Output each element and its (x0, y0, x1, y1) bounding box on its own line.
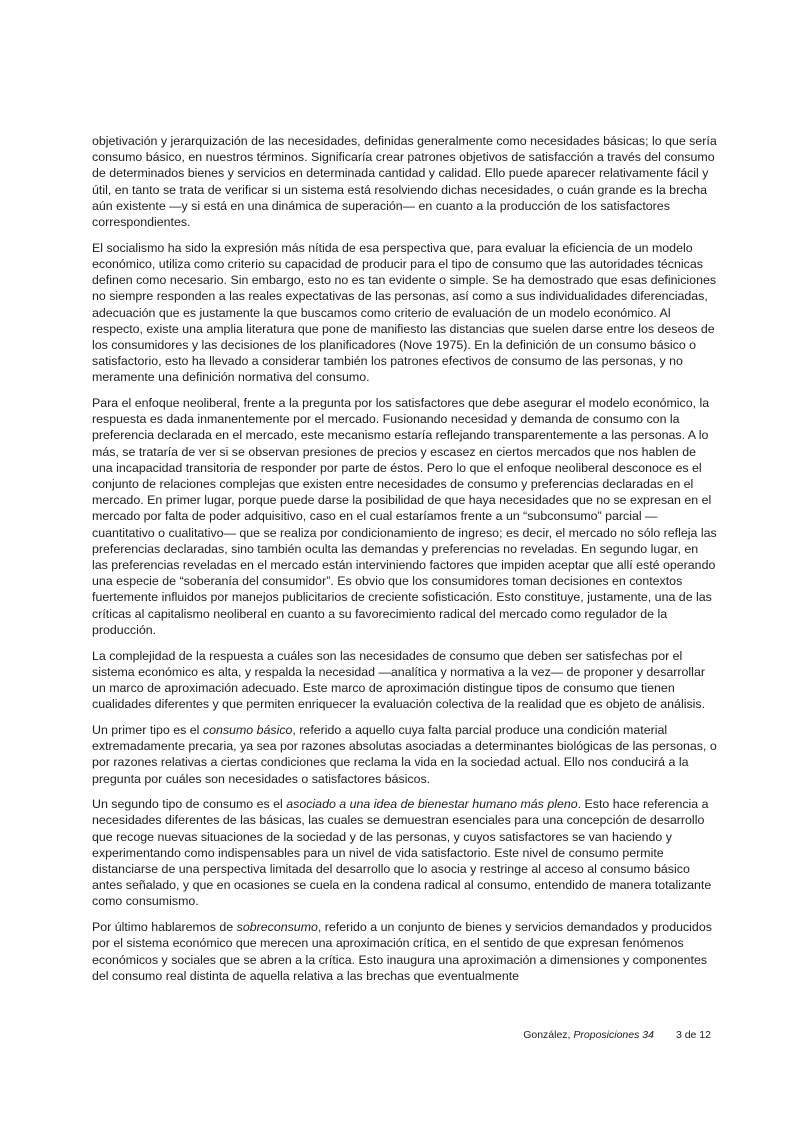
paragraph-7-rest: , referido a un conjunto de bienes y servicios demandados y producidos por el sistema económico que merecen una aproximación crítica, en el sentido de que expresan fenómenos económicos y sociales que se abren a la crítica. Esto inaugura una aproximación a dimensiones y componentes del consumo real distinta de aquella relativa a las brechas que eventualmente (92, 920, 712, 983)
paragraph-6-lead: Un segundo tipo de consumo es el (92, 797, 287, 812)
paragraph-6 (92, 796, 717, 909)
paragraph-5-rest: , referido a aquello cuya falta parcial produce una condición material extremadamente precaria, ya sea por razones absolutas asociadas a determinantes biológicas de las personas, o por razones relativas a ciertas condiciones que reclama la vida en la sociedad actual. Ello nos conducirá a la pregunta por cuáles son necesidades o satisfactores básicos. (92, 722, 717, 786)
term-consumo-basico: consumo básico (202, 722, 293, 737)
page-number: 3 de 12 (675, 1029, 711, 1041)
term-bienestar: asociado a una idea de bienestar humano más pleno (286, 797, 578, 812)
paragraph-5-lead: Un primer tipo es el (92, 722, 203, 737)
paragraph-7-lead: Por último hablaremos de (92, 920, 237, 935)
footer-author: González, (523, 1029, 574, 1041)
paragraph-1: objetivación y jerarquización de las necesidades, definidas generalmente como necesidades básicas; lo que sería consumo básico, en nuestros términos. Significaría crear patrones objetivos de satisfacción a través del consumo de determinados bienes y servicios en determinada cantidad y calidad. Ello puede aparecer relativamente fácil y útil, en tanto se trata de verificar si un sistema está resolviendo dichas necesidades, o cuán grande es la brecha aún existente —y si está en una dinámica de superación— en cuanto a la producción de los satisfactores correspondientes. (92, 134, 717, 230)
paragraph-7 (92, 919, 717, 984)
paragraph-5 (92, 722, 717, 787)
term-sobreconsumo: sobreconsumo (236, 920, 318, 935)
body-text (92, 133, 717, 993)
page-footer (0, 1029, 711, 1042)
footer-source (523, 1029, 654, 1041)
paragraph-2: El socialismo ha sido la expresión más nítida de esa perspectiva que, para evaluar la eficiencia de un modelo económico, utiliza como criterio su capacidad de producir para el tipo de consumo que las autoridades técnicas definen como necesario. Sin embargo, esto no es tan evidente o simple. Se ha demostrado que esas definiciones no siempre responden a las reales expectativas de las personas, así como a sus individualidades diferenciadas, adecuación que es justamente la que buscamos como criterio de evaluación de un modelo económico. Al respecto, existe una amplia literatura que pone de manifiesto las distancias que suelen darse entre los deseos de los consumidores y las decisiones de los planificadores (Nove 1975). En la definición de un consumo básico o satisfactorio, esto ha llevado a considerar también los patrones efectivos de consumo de las personas, y no meramente una definición normativa del consumo. (92, 240, 717, 385)
paragraph-3: Para el enfoque neoliberal, frente a la pregunta por los satisfactores que debe asegurar el modelo económico, la respuesta es dada inmanentemente por el mercado. Fusionando necesidad y demanda de consumo con la preferencia declarada en el mercado, este mecanismo estaría reflejando transparentemente a las personas. A lo más, se trataría de ver si se observan presiones de precios y escasez en ciertos mercados que nos hablen de una incapacidad transitoria de responder por parte de éstos. Pero lo que el enfoque neoliberal desconoce es el conjunto de relaciones complejas que existen entre necesidades de consumo y preferencias declaradas en el mercado. En primer lugar, porque puede darse la posibilidad de que haya necesidades que no se expresan en el mercado por falta de poder adquisitivo, caso en el cual estaríamos frente a un “subconsumo” parcial —cuantitativo o cualitativo— que se realiza por condicionamiento de ingreso; es decir, el mercado no sólo refleja las preferencias declaradas, sino también oculta las demandas y preferencias no reveladas. En segundo lugar, en las preferencias reveladas en el mercado están interviniendo factores que impiden aceptar que allí esté operando una especie de “soberanía del consumidor”. Es obvio que los consumidores toman decisiones en contextos fuertemente influidos por manejos publicitarios de creciente sofisticación. Esto constituye, justamente, una de las críticas al capitalismo neoliberal en cuanto a su favorecimiento radical del mercado como regulador de la producción. (92, 396, 717, 637)
paragraph-4: La complejidad de la respuesta a cuáles son las necesidades de consumo que deben ser satisfechas por el sistema económico es alta, y respalda la necesidad —analítica y normativa a la vez— de proponer y desarrollar un marco de aproximación adecuado. Este marco de aproximación distingue tipos de consumo que tienen cualidades diferentes y que permiten enriquecer la evaluación colectiva de la realidad que es objeto de análisis. (92, 648, 706, 712)
paragraph-6-rest: . Esto hace referencia a necesidades diferentes de las básicas, las cuales se demuestran esenciales para una concepción de desarrollo que recoge nuevas situaciones de la sociedad y de las personas, y cuyos satisfactores se van haciendo y experimentando como indispensables para un nivel de vida satisfactorio. Este nivel de consumo permite distanciarse de una perspectiva limitada del desarrollo que lo asocia y restringe al acceso al consumo básico antes señalado, y que en ocasiones se cuela en la condena radical al consumo, entendido de manera totalizante como consumismo. (92, 797, 712, 909)
footer-journal: Proposiciones 34 (573, 1029, 654, 1041)
